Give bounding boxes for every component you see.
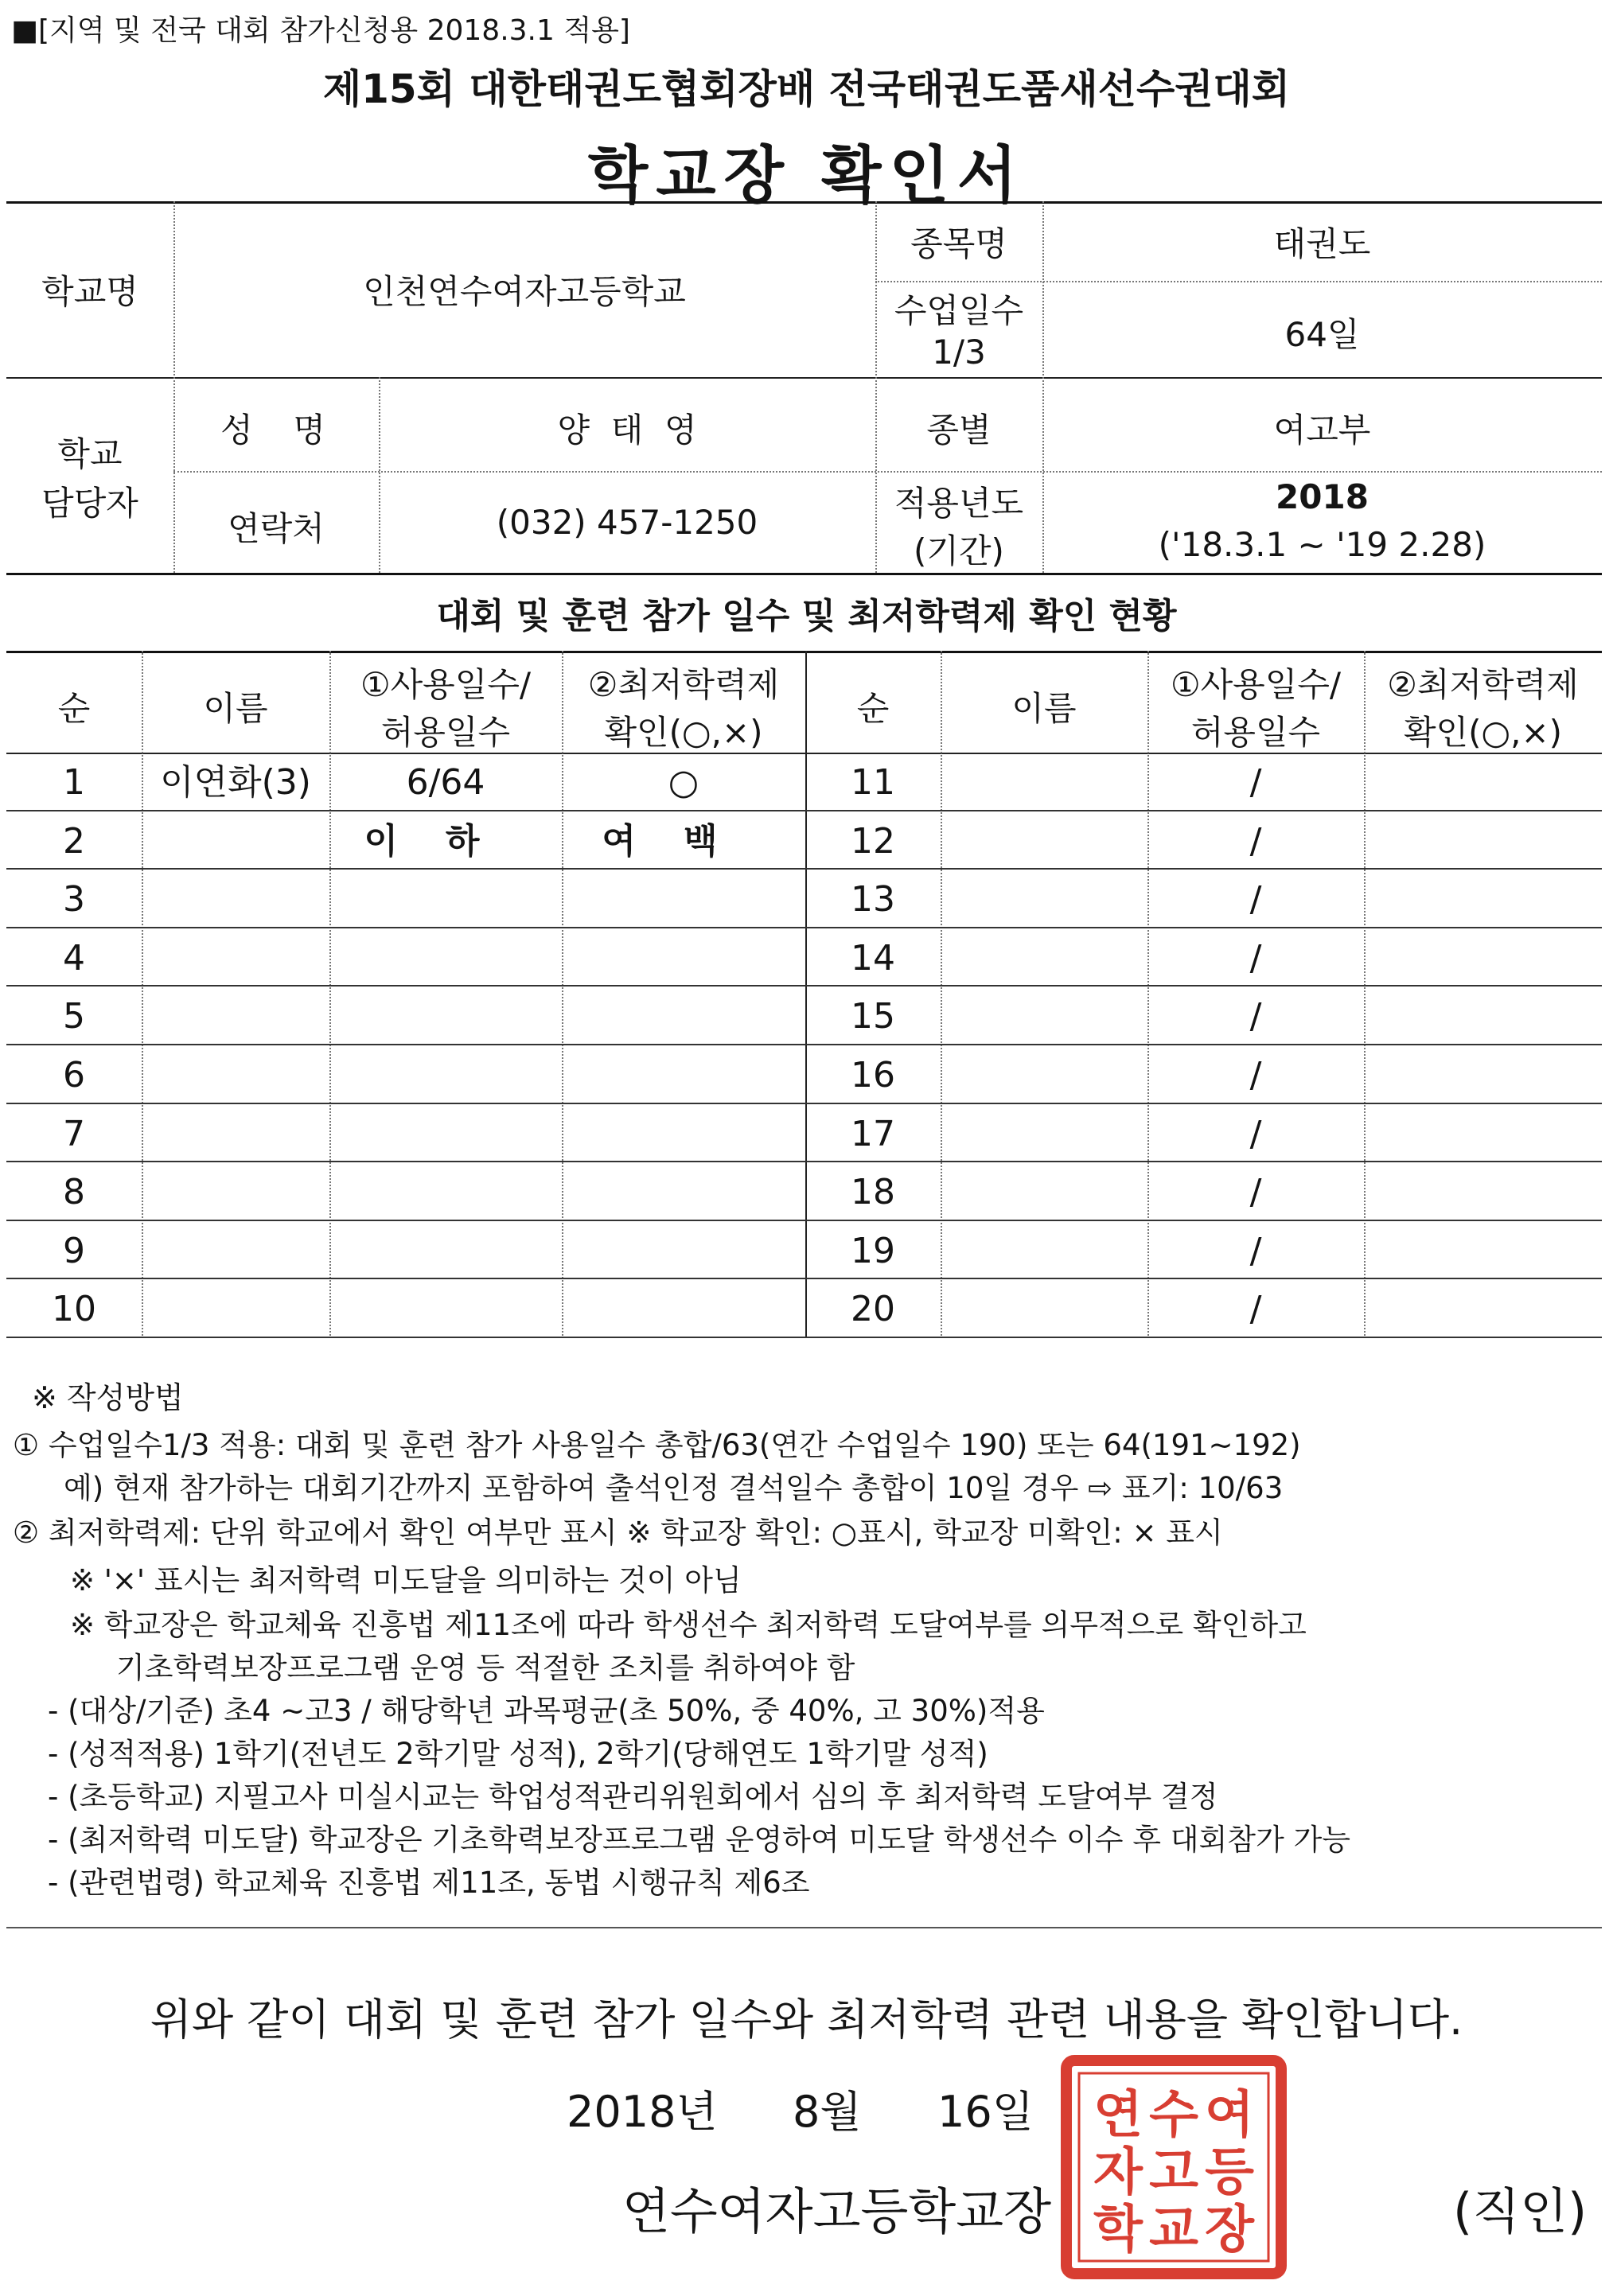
phone-value: (032) 457-1250	[496, 503, 758, 542]
athlete-name	[941, 928, 1147, 986]
event-label: 종목명	[910, 224, 1007, 263]
min-academic-check	[562, 870, 805, 927]
days-value: 64일	[1284, 315, 1360, 354]
row-number: 12	[851, 820, 895, 862]
min-academic-check	[1364, 811, 1602, 869]
days-used: 6/64	[406, 762, 485, 803]
table-row	[6, 928, 1602, 987]
header-conf-line2: 확인(○,×)	[1403, 713, 1563, 752]
table-body	[6, 753, 1602, 1338]
table-row	[6, 1162, 1602, 1221]
table-row	[6, 987, 1602, 1045]
row-number: 2	[63, 820, 85, 862]
detail-2: - (성적적용) 1학기(전년도 2학기말 성적), 2학기(당해연도 1학기말 성적)	[48, 1737, 988, 1771]
header-no: 순	[856, 689, 890, 728]
seal-note: (직인)	[1453, 2182, 1588, 2240]
svg-text:고: 고	[1149, 2143, 1198, 2202]
row-number: 15	[851, 996, 895, 1037]
days-used	[329, 1045, 562, 1103]
athlete-name	[142, 987, 329, 1044]
min-academic-check	[1364, 928, 1602, 986]
date-year: 2018년	[567, 2087, 718, 2137]
days-used: /	[1249, 1054, 1262, 1095]
days-used	[329, 1279, 562, 1337]
year-label-line2: (기간)	[914, 531, 1004, 570]
athlete-name	[142, 870, 329, 927]
days-used	[329, 987, 562, 1044]
days-used: /	[1249, 937, 1262, 979]
table-row	[6, 1279, 1602, 1338]
row-number: 9	[63, 1230, 85, 1271]
table-row	[6, 811, 1602, 870]
days-label-line2: 1/3	[932, 333, 986, 372]
row-number: 3	[63, 879, 85, 920]
category-label: 종별	[926, 411, 992, 449]
min-academic-check	[1364, 987, 1602, 1044]
blank-below-stamp: 여백	[602, 820, 766, 862]
min-academic-check	[562, 1221, 805, 1278]
min-academic-check	[562, 987, 805, 1044]
note-1b: 예) 현재 참가하는 대회기간까지 포함하여 출석인정 결석일수 총합이 10일 경우 ⇨ 표기: 10/63	[64, 1471, 1284, 1505]
row-number: 18	[851, 1172, 895, 1213]
days-used	[329, 1104, 562, 1162]
days-used	[329, 1221, 562, 1278]
athlete-name	[941, 870, 1147, 927]
table-row	[6, 753, 1602, 811]
header-name: 이름	[1011, 689, 1077, 728]
table-row	[6, 870, 1602, 928]
year-value: 2018	[1276, 477, 1369, 516]
header-days-line1: ①사용일수/	[360, 665, 532, 704]
phone-label: 연락처	[228, 509, 325, 548]
name-value: 양 태 영	[557, 411, 697, 449]
header-days-line1: ①사용일수/	[1170, 665, 1342, 704]
top-note: ■[지역 및 전국 대회 참가신청용 2018.3.1 적용]	[11, 14, 630, 47]
section-title: 대회 및 훈련 참가 일수 및 최저학력제 확인 현황	[436, 596, 1177, 636]
days-used: /	[1249, 879, 1262, 920]
athlete-name	[142, 1221, 329, 1278]
athlete-name	[941, 1279, 1147, 1337]
days-used: /	[1249, 996, 1262, 1037]
confirmation-statement: 위와 같이 대회 및 훈련 참가 일수와 최저학력 관련 내용을 확인합니다.	[150, 1994, 1463, 2045]
min-academic-check	[562, 1104, 805, 1162]
athlete-name	[941, 987, 1147, 1044]
row-number: 14	[851, 937, 895, 979]
table-row	[6, 1221, 1602, 1280]
athlete-name	[941, 1221, 1147, 1278]
svg-text:자: 자	[1093, 2143, 1143, 2202]
svg-text:연: 연	[1093, 2086, 1143, 2145]
days-used	[329, 1162, 562, 1220]
row-number: 8	[63, 1172, 85, 1213]
event-title: 제15회 대한태권도협회장배 전국태권도품새선수권대회	[322, 66, 1291, 112]
school-name: 인천연수여자고등학교	[363, 272, 686, 311]
note-2: ② 최저학력제: 단위 학교에서 확인 여부만 표시 ※ 학교장 확인: ○표시, 학교장 미확인: × 표시	[13, 1516, 1223, 1550]
event-name: 태권도	[1273, 224, 1371, 263]
row-number: 20	[851, 1289, 895, 1330]
min-academic-check: ○	[668, 762, 699, 803]
header-conf-line1: ②최저학력제	[1387, 665, 1579, 704]
athlete-name: 이연화(3)	[160, 762, 311, 803]
document-title: 학교장 확인서	[587, 140, 1026, 212]
athlete-name	[142, 1279, 329, 1337]
row-number: 10	[52, 1289, 96, 1330]
min-academic-check	[1364, 1162, 1602, 1220]
athlete-name	[941, 1045, 1147, 1103]
min-academic-check	[1364, 1279, 1602, 1337]
note-1a: ① 수업일수1/3 적용: 대회 및 훈련 참가 사용일수 총합/63(연간 수업일수 190) 또는 64(191~192)	[13, 1428, 1301, 1462]
days-used: /	[1249, 1289, 1262, 1330]
days-used: /	[1249, 1113, 1262, 1154]
row-number: 17	[851, 1113, 895, 1154]
min-academic-check	[562, 1045, 805, 1103]
detail-3: - (초등학교) 지필고사 미실시교는 학업성적관리위원회에서 심의 후 최저학력 도달여부 결정	[48, 1780, 1218, 1814]
row-number: 19	[851, 1230, 895, 1271]
note-4a: ※ 학교장은 학교체육 진흥법 제11조에 따라 학생선수 최저학력 도달여부를 의무적으로 확인하고	[70, 1608, 1307, 1642]
days-used: /	[1249, 762, 1262, 803]
athlete-name	[142, 1045, 329, 1103]
table-row	[6, 1104, 1602, 1163]
min-academic-check	[1364, 1221, 1602, 1278]
date-month: 8월	[793, 2087, 862, 2137]
svg-text:수: 수	[1149, 2086, 1198, 2145]
days-used: /	[1249, 1172, 1262, 1213]
row-number: 4	[63, 937, 85, 979]
official-seal	[1058, 2053, 1289, 2282]
header-days-line2: 허용일수	[1190, 713, 1321, 752]
days-used: /	[1249, 820, 1262, 862]
contact-group-line1: 학교	[57, 434, 123, 473]
year-label-line1: 적용년도	[894, 484, 1024, 523]
svg-text:학: 학	[1093, 2201, 1143, 2259]
row-number: 5	[63, 996, 85, 1037]
school-label: 학교명	[41, 272, 138, 311]
athlete-name	[142, 1162, 329, 1220]
row-number: 11	[851, 762, 895, 803]
row-number: 16	[851, 1054, 895, 1095]
athlete-name	[142, 928, 329, 986]
header-name: 이름	[203, 689, 268, 728]
min-academic-check	[562, 928, 805, 986]
svg-text:교: 교	[1149, 2201, 1198, 2259]
athlete-name	[941, 1162, 1147, 1220]
note-3: ※ '×' 표시는 최저학력 미도달을 의미하는 것이 아님	[70, 1563, 742, 1597]
blank-below-stamp: 이하	[364, 820, 528, 862]
header-conf-line1: ②최저학력제	[587, 665, 780, 704]
min-academic-check	[562, 1279, 805, 1337]
instructions-heading: ※ 작성방법	[32, 1380, 184, 1415]
name-label: 성 명	[220, 411, 332, 449]
category-value: 여고부	[1273, 411, 1371, 449]
detail-4: - (최저학력 미도달) 학교장은 기초학력보장프로그램 운영하여 미도달 학생선수 이수 후 대회참가 가능	[48, 1823, 1351, 1857]
row-number: 6	[63, 1054, 85, 1095]
row-number: 1	[63, 762, 85, 803]
min-academic-check	[1364, 870, 1602, 927]
svg-text:등: 등	[1205, 2143, 1254, 2202]
athlete-name	[142, 811, 329, 869]
note-4b: 기초학력보장프로그램 운영 등 적절한 조치를 취하여야 함	[116, 1651, 855, 1685]
days-used	[329, 928, 562, 986]
date-day: 16일	[937, 2087, 1034, 2137]
min-academic-check	[562, 1162, 805, 1220]
principal-title: 연수여자고등학교장	[622, 2182, 1052, 2240]
days-label-line1: 수업일수	[894, 291, 1024, 330]
min-academic-check	[1364, 1045, 1602, 1103]
header-no: 순	[57, 689, 91, 728]
header-days-line2: 허용일수	[380, 713, 511, 752]
header-conf-line2: 확인(○,×)	[604, 713, 763, 752]
athlete-name	[941, 753, 1147, 810]
athlete-name	[142, 1104, 329, 1162]
row-number: 13	[851, 879, 895, 920]
svg-text:장: 장	[1205, 2201, 1254, 2259]
min-academic-check	[1364, 1104, 1602, 1162]
contact-group-line2: 담당자	[41, 484, 138, 523]
detail-1: - (대상/기준) 초4 ~고3 / 해당학년 과목평균(초 50%, 중 40%, 고 30%)적용	[48, 1694, 1045, 1728]
athlete-name	[941, 1104, 1147, 1162]
athlete-name	[941, 811, 1147, 869]
detail-5: - (관련법령) 학교체육 진흥법 제11조, 동법 시행규칙 제6조	[48, 1866, 810, 1900]
seal-stamp-icon	[1058, 2053, 1289, 2282]
days-used: /	[1249, 1230, 1262, 1271]
period-value: ('18.3.1 ~ '19 2.28)	[1158, 525, 1486, 564]
table-row	[6, 1045, 1602, 1104]
svg-text:여: 여	[1205, 2086, 1254, 2145]
row-number: 7	[63, 1113, 85, 1154]
days-used	[329, 870, 562, 927]
min-academic-check	[1364, 753, 1602, 810]
